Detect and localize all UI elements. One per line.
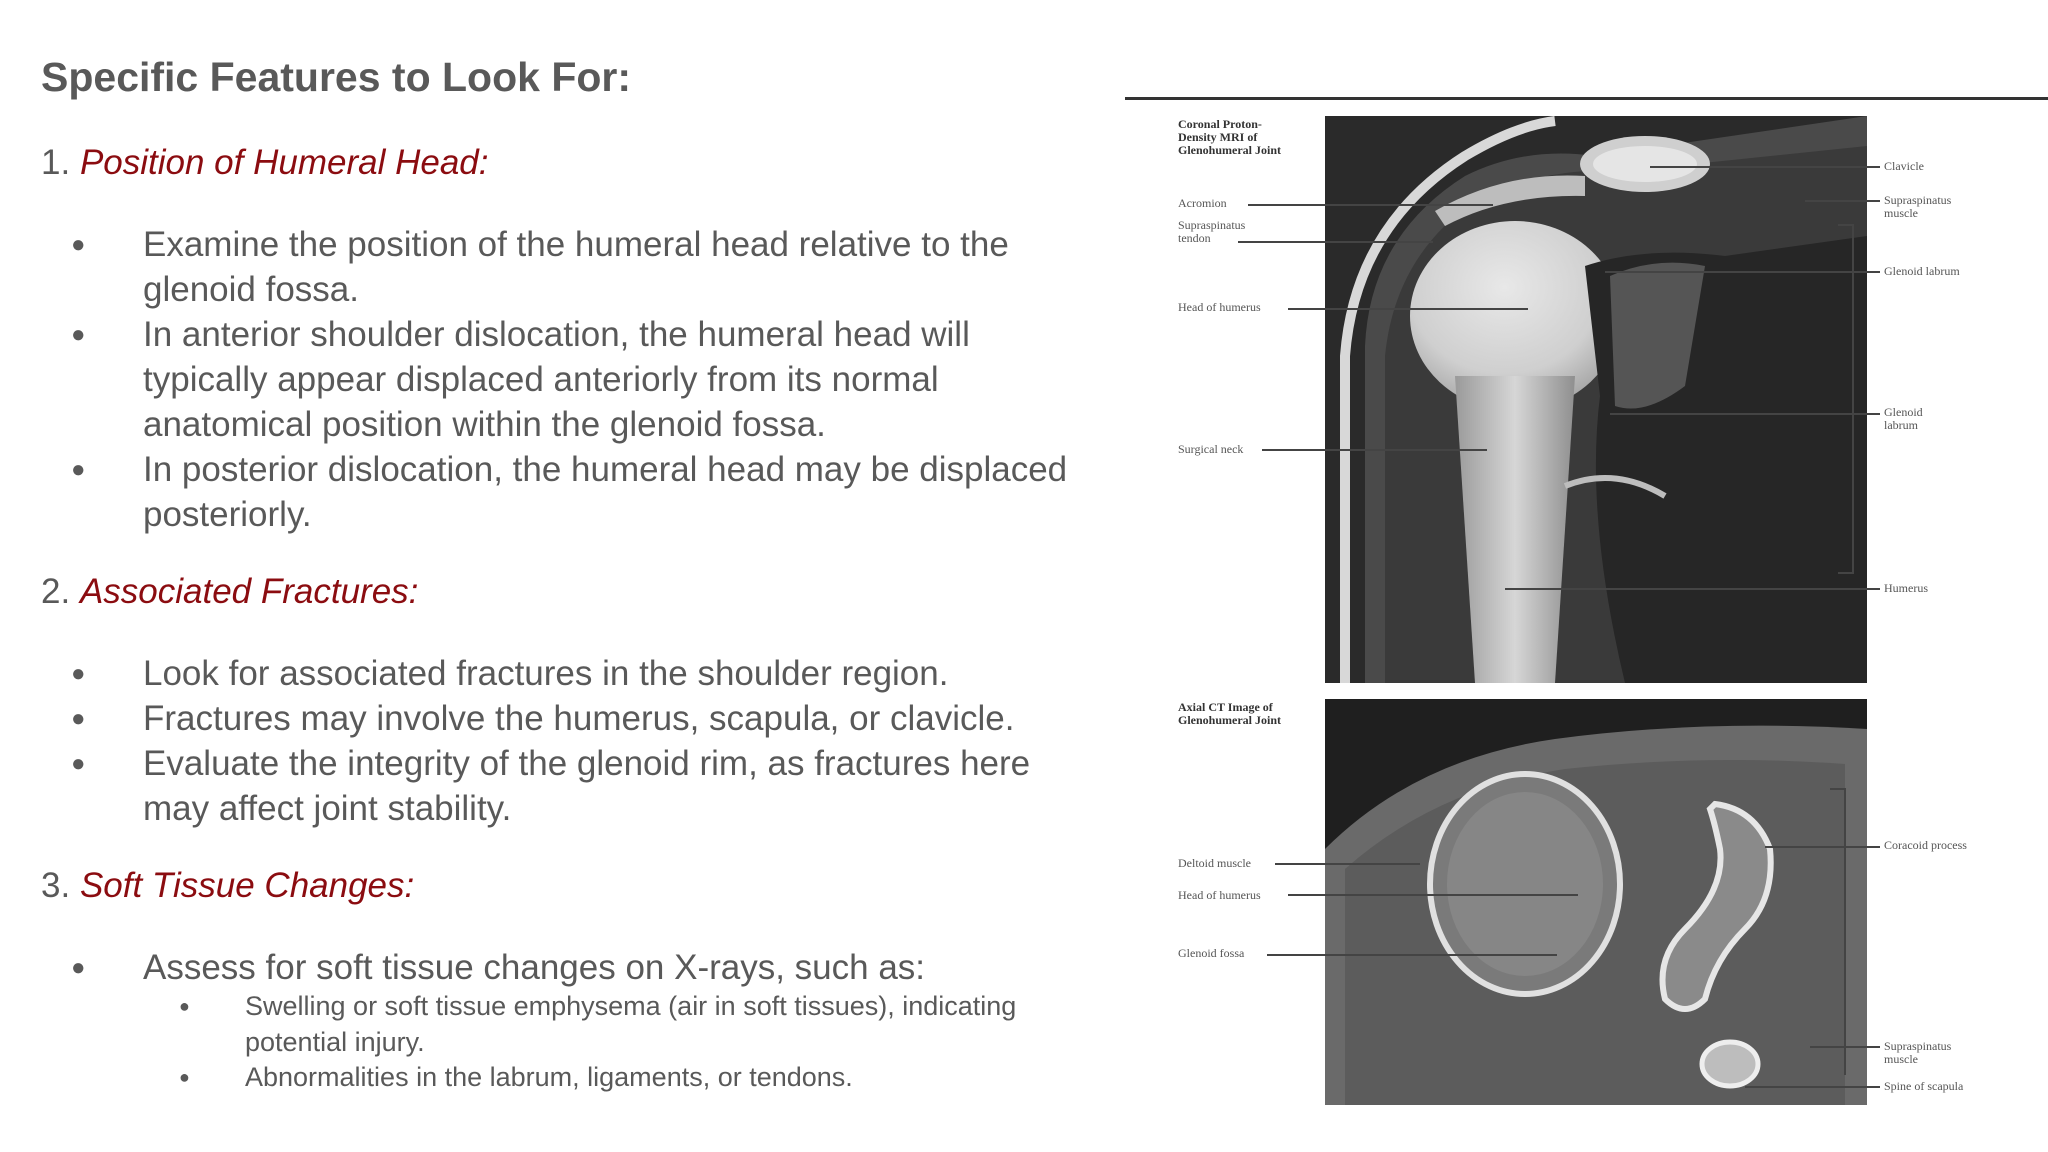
leader-deltoid-muscle [1275,863,1420,865]
label-deltoid-muscle: Deltoid muscle [1178,856,1251,870]
bullet-list-2 [0,651,1093,831]
label-head-of-humerus: Head of humerus [1178,300,1261,314]
leader-supraspinatus-tendon [1238,241,1433,243]
sub-bullet-list [0,989,1075,1096]
list-item: ● Abnormalities in the labrum, ligaments, or tendons. [0,1060,1075,1096]
section-number: 1. [41,143,71,182]
section-title: Associated Fractures: [79,572,419,611]
leader-ct-supraspinatus [1810,1046,1880,1048]
section-title: Soft Tissue Changes: [79,866,415,905]
leader-coracoid-process [1765,846,1880,848]
leader-spine-of-scapula [1745,1086,1880,1088]
list-item: ● Look for associated fractures in the shoulder region. [0,651,1093,696]
leader-head-of-humerus [1288,308,1528,310]
list-item: ● Evaluate the integrity of the glenoid rim, as fractures here may affect joint stability. [0,741,1093,831]
leader-clavicle [1650,166,1880,168]
mri-bracket [1838,224,1854,574]
leader-glenoid-fossa [1267,954,1557,956]
section-heading-1 [41,143,488,183]
figure-top-rule [1125,97,2048,100]
section-title: Position of Humeral Head: [79,143,489,182]
ct-bracket [1830,788,1846,1075]
label-acromion: Acromion [1178,196,1227,210]
label-glenoid-labrum-upper: Glenoid labrum [1884,264,1960,278]
list-item: ● Assess for soft tissue changes on X-rays, such as: [0,945,1093,990]
leader-supraspinatus-muscle [1805,200,1880,202]
section-number: 2. [41,572,71,611]
label-coracoid-process: Coracoid process [1884,838,1967,852]
ct-image [1325,699,1867,1105]
bullet-list-1 [0,222,1093,537]
leader-acromion [1248,204,1493,206]
leader-glenoid-labrum-upper [1605,271,1880,273]
label-humerus: Humerus [1884,581,1928,595]
ct-caption: Axial CT Image of Glenohumeral Joint [1178,700,1282,727]
list-item: ● Swelling or soft tissue emphysema (air in soft tissues), indicating potential injury. [0,989,1075,1060]
section-number: 3. [41,866,71,905]
leader-humerus [1505,588,1880,590]
mri-caption: Coronal Proton- Density MRI of Glenohumeral Joint [1178,117,1282,157]
mri-image [1325,116,1867,683]
label-ct-supraspinatus-muscle: Supraspinatus muscle [1884,1039,1952,1066]
label-clavicle: Clavicle [1884,159,1924,173]
leader-surgical-neck [1262,449,1487,451]
mri-shoulder-illustration [1325,116,1867,683]
label-glenoid-labrum-lower: Glenoid labrum [1884,405,1923,432]
label-glenoid-fossa: Glenoid fossa [1178,946,1245,960]
ct-shoulder-illustration [1325,699,1867,1105]
label-surgical-neck: Surgical neck [1178,442,1244,456]
slide-title: Specific Features to Look For: [41,54,632,100]
list-item: ● Fractures may involve the humerus, scapula, or clavicle. [0,696,1093,741]
label-spine-of-scapula: Spine of scapula [1884,1079,1964,1093]
section-heading-3 [41,866,414,906]
list-item: ● In anterior shoulder dislocation, the humeral head will typically appear displaced anteriorly from its normal anatomical position within the glenoid fossa. [0,312,1093,447]
label-ct-head-of-humerus: Head of humerus [1178,888,1261,902]
list-item: ● In posterior dislocation, the humeral head may be displaced posteriorly. [0,447,1093,537]
leader-ct-head-of-humerus [1288,894,1578,896]
bullet-list-3 [0,945,1093,990]
label-supraspinatus-tendon: Supraspinatus tendon [1178,218,1246,245]
list-item: ● Examine the position of the humeral head relative to the glenoid fossa. [0,222,1093,312]
leader-glenoid-labrum-lower [1610,413,1880,415]
section-heading-2 [41,572,418,612]
label-supraspinatus-muscle: Supraspinatus muscle [1884,193,1952,220]
